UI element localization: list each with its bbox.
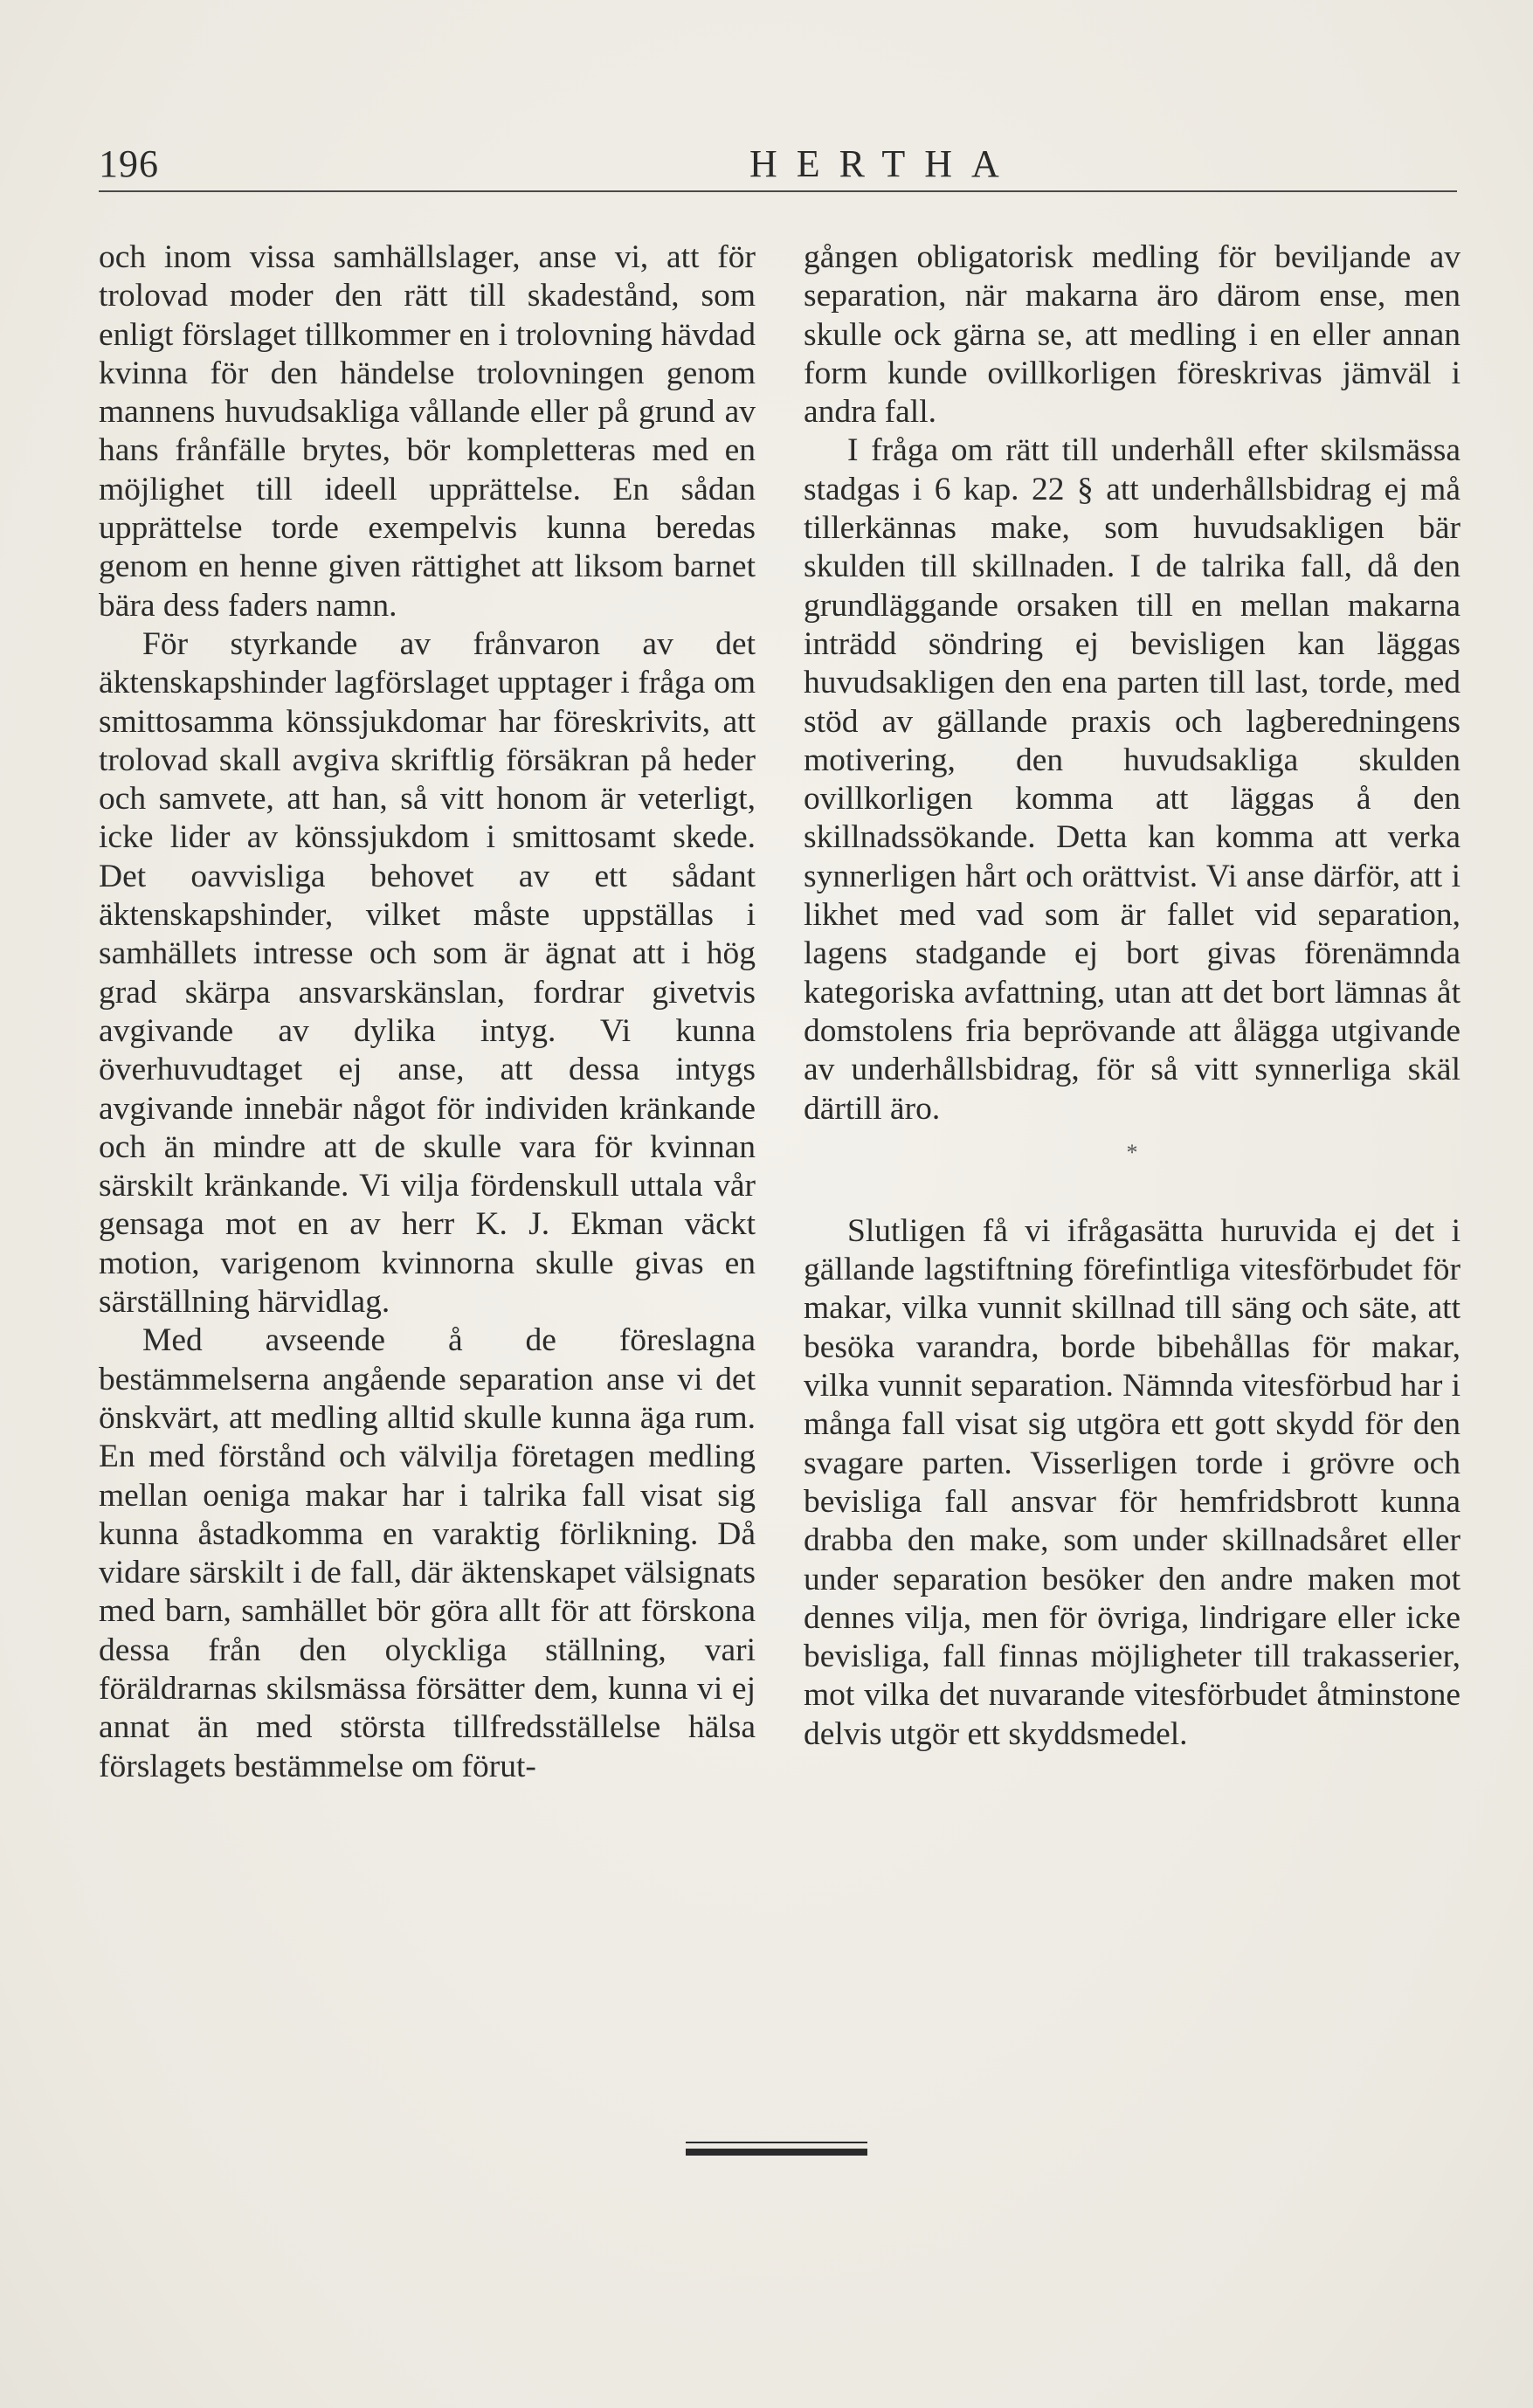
end-rule — [686, 2149, 867, 2156]
left-paragraph-1: och inom vissa samhällslager, anse vi, att för trolovad moder den rätt till skadestånd, som enligt förslaget tillkommer en i trolovning hävdad kvinna för den händelse trolovningen genom mannens huvudsakliga vållande eller på grund av hans frånfälle brytes, bör kompletteras med en möjlighet till ideell upprättelse. En sådan upprättelse torde exempelvis kunna beredas genom en henne given rättighet att liksom barnet bära dess faders namn. — [99, 239, 756, 624]
end-rule-thin — [686, 2142, 867, 2143]
right-paragraph-3: Slutligen få vi ifrågasätta huruvida ej det i gällande lagstiftning förefintliga vitesförbudet för makar, vilka vunnit skillnad till säng och säte, att besöka varandra, borde bibehållas för makar, vilka vunnit separation. Nämnda vitesförbud har i många fall visat sig utgöra ett gott skydd för den svagare parten. Visserligen torde i grövre och bevisliga fall ansvar för hemfridsbrott kunna drabba den make, som under skillnadsåret eller under separation besöker den andre maken mot dennes vilja, men för övriga, lindrigare eller icke bevisliga, fall finnas möjligheter till trakasserier, mot vilka det nuvarande vitesförbudet åtminstone delvis utgör ett skyddsmedel. — [804, 1212, 1460, 1752]
left-paragraph-2: För styrkande av frånvaron av det äktenskapshinder lagförslaget upptager i fråga om smittosamma könssjukdomar har föreskrivits, att trolovad skall avgiva skriftlig försäkran på heder och samvete, att han, så vitt honom är veterligt, icke lider av könssjukdom i smittosamt skede. Det oavvisliga behovet av ett sådant äktenskapshinder, vilket måste uppställas i samhällets intresse och som är ägnat att i hög grad skärpa ansvarskänslan, fordrar givetvis avgivande av dylika intyg. Vi kunna överhuvudtaget ej anse, att dessa intygs avgivande innebär något för individen kränkande och än mindre att de skulle vara för kvinnan särskilt kränkande. Vi vilja fördenskull uttala vår gensaga mot en av herr K. J. Ekman väckt motion, varigenom kvinnorna skulle givas en särställning härvidlag. — [99, 625, 756, 1321]
right-column — [804, 238, 1460, 1754]
left-column — [99, 238, 756, 1786]
page-header — [99, 140, 1457, 192]
right-paragraph-1: gången obligatorisk medling för beviljande av separation, när makarna äro därom ense, men skulle ock gärna se, att medling i en eller annan form kunde ovillkorligen föreskrivas jämväl i andra fall. — [804, 239, 1460, 431]
left-paragraph-3: Med avseende å de föreslagna bestämmelserna angående separation anse vi det önskvärt, att medling alltid skulle kunna äga rum. En med förstånd och välvilja företagen medling mellan oeniga makar har i talrika fall visat sig kunna åstadkomma en varaktig förlikning. Då vidare särskilt i de fall, där äktenskapet välsignats med barn, samhället bör göra allt för att förskona dessa från den olyckliga ställning, vari föräldrarnas skilsmässa försätter dem, kunna vi ej annat än med största tillfredsställelse hälsa förslagets bestämmelse om förut- — [99, 1322, 756, 1784]
running-title: HERTHA — [749, 142, 1019, 185]
page-number: 196 — [99, 142, 159, 185]
header-rule — [99, 190, 1457, 192]
section-separator: * — [1126, 1139, 1138, 1165]
right-paragraph-2: I fråga om rätt till underhåll efter skilsmässa stadgas i 6 kap. 22 § att underhållsbidrag ej må tillerkännas make, som huvudsakligen bär skulden till skillnaden. I de talrika fall, då den grundläggande orsaken till en mellan makarna inträdd söndring ej bevisligen kan läggas huvudsakligen den ena parten till last, torde, med stöd av gällande praxis och lagberedningens motivering, den huvudsakliga skulden ovillkorligen komma att läggas å den skillnadssökande. Detta kan komma att verka synnerligen hårt och orättvist. Vi anse därför, att i likhet med vad som är fallet vid separation, lagens stadgande ej bort givas förenämnda kategoriska avfattning, utan att det bort lämnas åt domstolens fria beprövande att ålägga utgivande av underhållsbidrag, för så vitt synnerliga skäl därtill äro. — [804, 432, 1460, 1127]
